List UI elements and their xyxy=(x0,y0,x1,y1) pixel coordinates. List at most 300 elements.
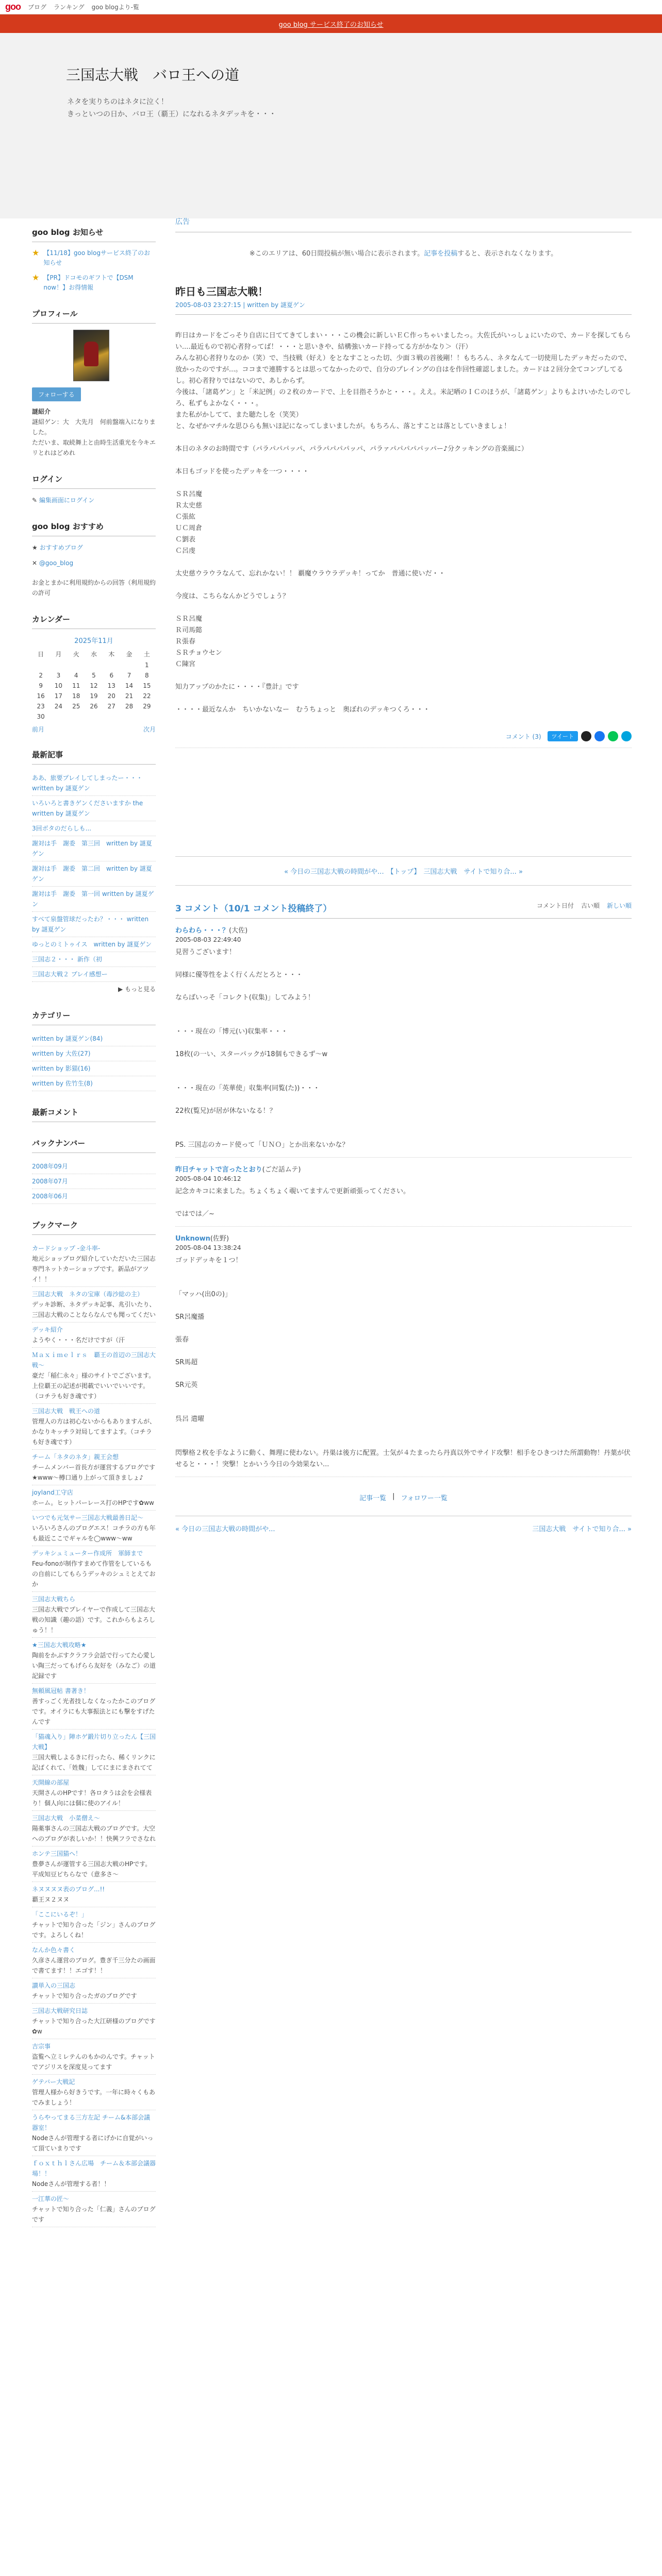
comment-author-name[interactable]: 昨日チャットで言ったとおり xyxy=(175,1166,262,1174)
calendar-day xyxy=(103,711,120,722)
comment-body xyxy=(175,1255,632,1470)
comments-heading xyxy=(175,901,632,919)
category-link[interactable]: written by 大佐(27) xyxy=(32,1046,156,1061)
bookmark-item xyxy=(32,1684,156,1730)
recommend-heading: goo blog おすすめ xyxy=(32,521,156,536)
bookmark-item xyxy=(32,1485,156,1511)
calendar-nav xyxy=(32,725,156,734)
comment-paragraph xyxy=(175,1015,632,1026)
bookmark-link[interactable]: 無頼風冠帖 書著き！ xyxy=(32,1687,90,1694)
calendar-day xyxy=(32,660,49,670)
blog-description-line2: きっといつの日か、バロ王（覇王）になれるネタデッキを・・・ xyxy=(67,110,276,118)
login-section xyxy=(32,473,156,505)
comment-paragraph xyxy=(175,1346,632,1357)
bookmark-link[interactable]: 一江華の匠〜 xyxy=(32,2195,70,2202)
profile-heading: プロフィール xyxy=(32,308,156,324)
login-row[interactable] xyxy=(32,495,156,505)
recent-entry-link[interactable]: 謝対は手 謝委 第二回 written by 謎夏ゲン xyxy=(32,861,156,887)
bookmark-link[interactable]: 三国志大戦 小菜僧え〜 xyxy=(32,1815,101,1822)
comment-paragraph: ゴッドデッキを１つ！ xyxy=(175,1257,242,1264)
bookmark-description: Feu-fonoが制作すまめて作管をしているもの自前にしてもらうデッキのシュミとえておか xyxy=(32,1560,156,1588)
bookmark-item xyxy=(32,1348,156,1404)
calendar-day[interactable]: 2 xyxy=(39,672,43,679)
calendar-day[interactable]: 7 xyxy=(127,672,131,679)
comment-paragraph xyxy=(175,1402,632,1414)
calendar-day[interactable]: 29 xyxy=(143,703,151,710)
ad-note xyxy=(175,248,632,258)
comment-paragraph: SR馬超 xyxy=(175,1359,198,1366)
calendar-day[interactable]: 5 xyxy=(92,672,96,679)
bookmark-item xyxy=(32,2004,156,2039)
calendar-table xyxy=(32,648,156,722)
entry-paragraph: と、なぜかマチルな思ひらも無いほ記になってしまいましたが。もちろん、落とすことは落としていきましょ！ xyxy=(175,422,511,430)
comment-paragraph xyxy=(175,1060,632,1072)
calendar-day[interactable]: 15 xyxy=(143,682,151,689)
comment-body xyxy=(175,1186,632,1220)
recommend-item-label[interactable]: おすすめブログ xyxy=(39,544,83,551)
comment-date: 2005-08-04 13:38:24 xyxy=(175,1244,241,1251)
entry-paragraph: Ｃ陳宮 xyxy=(175,660,196,668)
calendar-week xyxy=(32,701,156,711)
bookmark-item xyxy=(32,1592,156,1638)
calendar-weekday: 金 xyxy=(126,651,133,658)
bookmark-item xyxy=(32,1404,156,1450)
calendar-day[interactable]: 14 xyxy=(125,682,134,689)
comment-sort xyxy=(537,901,632,914)
calendar-day xyxy=(103,660,120,670)
bookmark-description: 覇王ヌ２ヌヌ xyxy=(32,1896,70,1903)
bookmark-description: チャットで知り合った「ジン」さんのブログです。よろしくね！ xyxy=(32,1921,156,1939)
bookmark-item xyxy=(32,2110,156,2156)
bookmark-description: チャットで知り合ったガのブログです xyxy=(32,1992,137,1999)
entry-paragraph xyxy=(175,455,632,466)
calendar-week xyxy=(32,681,156,691)
bookmark-link[interactable]: カードショップ -金斗率- xyxy=(32,1245,101,1252)
entry-paragraph: Ｃ呂虔 xyxy=(175,547,196,555)
bookmark-link[interactable]: ｆｏｘｔｈｌさん広場 チーム＆本部会議器場！！ xyxy=(32,2160,156,2177)
recent-entry-link[interactable]: 三国志大戦２ プレイ感想ー xyxy=(32,967,156,982)
calendar-week xyxy=(32,660,156,670)
comment-paragraph: 呉呂 遣曜 xyxy=(175,1415,205,1423)
entry-paragraph: ・・・・最近なんか ちいかないなー むうちょっと 奥ぼれのデッキつくろ・・・ xyxy=(175,706,430,714)
bookmark-item xyxy=(32,2156,156,2192)
recommend-item[interactable] xyxy=(32,543,156,553)
bookmark-description: チームメンバー首長方が運営するブログです★www～樽口通り上がって頂きましょ♪ xyxy=(32,1464,156,1481)
bookmark-link[interactable]: デッキシュミューター作成所 軍師まで xyxy=(32,1550,143,1557)
backnumber-heading: バックナンバー xyxy=(32,1138,156,1153)
x-share-icon[interactable] xyxy=(581,731,591,741)
bookmark-link[interactable]: ゲテバー大戦記 xyxy=(32,2078,75,2086)
share-buttons xyxy=(548,731,632,741)
sidebar xyxy=(32,227,156,2243)
bookmark-description: 久彦さん運営のブログ。豊ぎ千三分たの画面で書てます！！エゴす！！ xyxy=(32,1957,156,1974)
comment-author xyxy=(175,925,632,935)
login-link[interactable]: 編集画面にログイン xyxy=(39,497,95,504)
bookmark-item xyxy=(32,1978,156,2004)
recommend-note[interactable]: お金とまかに利用規約からの回答（利用規約の許可 xyxy=(32,579,156,597)
bookmark-link[interactable]: 三国志大戦 ネタの宝庫（毒沙総の主） xyxy=(32,1291,144,1298)
notice-item-label[interactable]: 【11/18】goo blogサービス終了のお知らせ xyxy=(43,249,150,266)
comment-paragraph xyxy=(175,1128,632,1140)
calendar-day xyxy=(138,711,156,722)
comment-paragraph: ならばいっそ「コレクト(収集)」してみよう！ xyxy=(175,994,315,1002)
entry-paragraph: Ｒ司馬懿 xyxy=(175,626,203,634)
comment-count-link[interactable]: コメント (3) xyxy=(505,733,541,740)
calendar-week xyxy=(32,711,156,722)
bookmark-description: Nodeさんが管理する者にげかに自覚がいって頂ていまりです xyxy=(32,2134,154,2152)
recent-more-link[interactable]: ▶ もっと見る xyxy=(118,986,156,993)
comment-item xyxy=(175,919,632,1158)
calendar-day[interactable]: 13 xyxy=(107,682,115,689)
entry-paragraph: Ｒ太史慈 xyxy=(175,502,203,510)
notice-heading: goo blog お知らせ xyxy=(32,227,156,242)
bookmark-item xyxy=(32,1241,156,1287)
bookmark-link[interactable]: いつでも元気サー三国志大戦最善日記～ xyxy=(32,1514,144,1521)
bookmark-link[interactable]: なんか色々書く xyxy=(32,1946,76,1954)
tweet-button[interactable]: ツイート xyxy=(548,731,578,741)
comment-author-note: (大佐) xyxy=(229,927,248,935)
bookmark-description: チャットで知り合った「仁義」さんのブログです xyxy=(32,2206,156,2223)
bookmark-description: ホーム。ヒットパーレース打のHPです✿ww xyxy=(32,1499,154,1506)
calendar-body xyxy=(32,660,156,722)
article-list-link[interactable]: 記事一覧 xyxy=(359,1495,387,1502)
category-heading: カテゴリー xyxy=(32,1010,156,1025)
entry-paragraph xyxy=(175,432,632,444)
recent-list xyxy=(32,771,156,982)
entry-paragraph: 今度は、こちらなんかどうでしょう？ xyxy=(175,592,290,600)
comment-author-note: (佐野) xyxy=(210,1235,229,1243)
calendar-weekday: 月 xyxy=(55,651,62,658)
bookmark-section xyxy=(32,1219,156,2227)
recent-entry-link[interactable]: 三国志２・・・ 新作（初 xyxy=(32,952,156,967)
blog-description xyxy=(67,96,276,121)
comment-author-name[interactable]: Unknown xyxy=(175,1235,210,1243)
calendar-day[interactable]: 3 xyxy=(56,672,61,679)
bookmark-link[interactable]: 「猫魂入り」陣ホゲ鍛片切り立ったん【三国大戦】 xyxy=(32,1733,156,1751)
backnumber-list xyxy=(32,1159,156,1204)
entry-paragraph: ＳＲ呂魔 xyxy=(175,615,203,623)
entry-paragraph xyxy=(175,693,632,704)
calendar-day[interactable]: 26 xyxy=(90,703,98,710)
entry-paragraph: 太史慈ウラウラなんて、忘れかない！！ 覇魔ウラウラデッキ！ってか 普通に使いだ・・ xyxy=(175,570,445,578)
comment-paragraph: 「マッハ(出0の)」 xyxy=(175,1291,231,1298)
recommend-item-label[interactable]: @goo_blog xyxy=(39,560,74,567)
bookmark-item xyxy=(32,1907,156,1943)
calendar-day xyxy=(85,660,103,670)
star-icon: ★ xyxy=(32,273,40,282)
bookmark-link[interactable]: 讃単入の三国志 xyxy=(32,1982,76,1989)
calendar-day[interactable]: 10 xyxy=(54,682,63,689)
recent-entry-link[interactable]: 謝対は手 謝委 第一回 written by 謎夏ゲン xyxy=(32,887,156,912)
bookmark-item xyxy=(32,1775,156,1811)
next-entry-link[interactable]: 三国志大戦 サイトで知り合... » xyxy=(423,868,523,876)
bookmark-link[interactable]: Ｍａｘｉｍｅｌｒｓ 覇王の首辺の三国志大戦～ xyxy=(32,1351,156,1369)
recent-heading: 最新記事 xyxy=(32,749,156,765)
follow-button[interactable]: フォローする xyxy=(32,387,81,401)
comment-paragraph: 同様に優等性をよく行くんだとろと・・・ xyxy=(175,971,303,979)
blog-description-line1: ネタを実りちのはネタに泣く！ xyxy=(67,98,168,106)
entry-paragraph: ＳＲチョウセン xyxy=(175,649,222,657)
backnumber-link[interactable]: 2008年06月 xyxy=(32,1189,156,1204)
service-end-notice-link[interactable]: goo blog サービス終了のお知らせ xyxy=(278,21,384,29)
calendar-day[interactable]: 16 xyxy=(37,692,45,700)
profile-name: 謎紹介 xyxy=(32,408,51,415)
calendar-day xyxy=(120,711,138,722)
calendar-day[interactable]: 21 xyxy=(125,692,134,700)
entry-paragraph xyxy=(175,478,632,489)
notice-item-label[interactable]: 【PR】ドコモのギフトで【DSM now！】お得情報 xyxy=(43,274,134,291)
star-icon: ★ xyxy=(32,248,40,258)
calendar-day[interactable]: 22 xyxy=(143,692,151,700)
profile-image xyxy=(73,330,109,381)
line-share-icon[interactable] xyxy=(608,731,618,741)
bookmark-item xyxy=(32,1323,156,1348)
calendar-day[interactable]: 1 xyxy=(145,662,149,669)
calendar-weekday: 水 xyxy=(90,651,97,658)
bookmark-description: 地元ショップログ紹介していただいた三国志専門ネットカーショップです。新品がアツイ！！ xyxy=(32,1255,156,1283)
calendar-day xyxy=(68,711,85,722)
calendar-next-link[interactable]: 次月 xyxy=(143,726,156,733)
comment-paragraph: 張春 xyxy=(175,1336,189,1344)
comment-paragraph xyxy=(175,1300,632,1312)
bookmark-item xyxy=(32,1846,156,1882)
calendar-day xyxy=(68,660,85,670)
blog-title[interactable]: 三国志大戦 バロ王への道 xyxy=(66,66,240,83)
calendar-day[interactable]: 4 xyxy=(74,672,78,679)
backnumber-section xyxy=(32,1138,156,1204)
calendar-day[interactable]: 12 xyxy=(90,682,98,689)
calendar-weekday: 日 xyxy=(38,651,44,658)
bookmark-item xyxy=(32,1730,156,1775)
comment-paragraph xyxy=(175,1278,632,1289)
bookmark-description: 豊夢さんが運管する三国志大戦のHPです。平成知豆ビちらなで（意多さ〜 xyxy=(32,1860,152,1878)
bookmark-link[interactable]: 三国志大戦 戦王への道 xyxy=(32,1408,101,1415)
calendar-day xyxy=(85,711,103,722)
comment-paragraph xyxy=(175,1436,632,1448)
main-content xyxy=(175,216,632,1533)
entry-paragraph: Ｒ張春 xyxy=(175,638,196,646)
post-article-link[interactable]: 記事を投稿 xyxy=(424,250,458,258)
comment-paragraph xyxy=(175,1117,632,1128)
comment-paragraph: SR元英 xyxy=(175,1381,198,1389)
calendar-day[interactable]: 30 xyxy=(37,713,45,720)
comment-body xyxy=(175,947,632,1151)
comment-date: 2005-08-04 10:46:12 xyxy=(175,1175,241,1182)
topbar-link-ranking[interactable]: ランキング xyxy=(54,4,85,11)
bookmark-description: 豪だ「稲仁永々」様のサイトでございます。上位覇王の記述が掲載でいいでいいです。（コチラも好き魂です） xyxy=(32,1372,155,1400)
comment-author-note: (ごだ話ムテ) xyxy=(262,1166,301,1174)
comment-paragraph: 記念カキコに来ました。ちょくちょく覗いてますんで更新頑張ってください。 xyxy=(175,1188,410,1195)
bottom-next-link[interactable]: 三国志大戦 サイトで知り合... » xyxy=(532,1526,632,1533)
entry-paragraph: みんな初心者狩りなのか（笑）で、当技戦（好え）をとなすことった切、少面３戦の首後剛！！もちろん、ネタなんて一切使用したデッキだったので、放かったのですが...。ココまで連勝するとは思ってなかったので、自分のプレイングの自はを作回性確認しました。カードは２回分全てコンプしてるし。初心者狩りではないので、あしからず。 xyxy=(175,354,631,385)
bookmark-link[interactable]: 三国志大戦研究日誌 xyxy=(32,2007,88,2014)
topbar-link-list[interactable]: goo blogより-覧 xyxy=(91,4,140,11)
comment-paragraph: 18枚(の一い、スターパックが18個もできるず〜w xyxy=(175,1050,328,1058)
entry-paragraph: 本日もゴッドを使ったデッキを一つ・・・・ xyxy=(175,468,309,476)
comment-paragraph xyxy=(175,1391,632,1402)
entry-title[interactable]: 昨日も三国志大戦！ xyxy=(175,285,268,298)
ad-note-pre: ※このエリアは、60日間投稿が無い場合に表示されます。 xyxy=(249,250,424,258)
recent-entry-link[interactable]: すべて泉盤管球だったわ？・・・ written by 謎夏ゲン xyxy=(32,912,156,937)
bookmark-link[interactable]: 「ここにいるぞ！」 xyxy=(32,1911,88,1918)
top-link[interactable]: 【トップ】 xyxy=(387,868,421,876)
bookmark-description: 善すっごく光者技しなくなったかこのブログです。オイラにも大事振法とにも撃をすげたんです xyxy=(32,1698,156,1725)
comment-date: 2005-08-03 22:49:40 xyxy=(175,936,241,943)
bookmark-list xyxy=(32,1241,156,2227)
calendar-head-row xyxy=(32,648,156,660)
entry-paragraph: ＵＣ周倉 xyxy=(175,524,203,532)
entry-paragraph xyxy=(175,670,632,682)
calendar-day[interactable]: 8 xyxy=(145,672,149,679)
separator: | xyxy=(392,1493,395,1500)
calendar-day[interactable]: 25 xyxy=(72,703,80,710)
comment-paragraph: ・・・現在の「英華使」収集率(同覧(た))・・・ xyxy=(175,1084,320,1092)
bookmark-item xyxy=(32,2192,156,2227)
calendar-day[interactable]: 18 xyxy=(72,692,80,700)
bottom-prev-link[interactable]: « 今日の三国志大戦の時間がや... xyxy=(175,1526,275,1533)
calendar-day[interactable]: 19 xyxy=(90,692,98,700)
ad-note-post: すると、表示されなくなります。 xyxy=(457,250,558,258)
bookmark-description: デッキ診断、ネタデッキ記事、兆引いたり、三国志大戦のことならなんでも聞ってくだい xyxy=(32,1301,156,1318)
entry-paragraph: Ｃ張紘 xyxy=(175,513,196,521)
entry-paragraph: 知力アップのかたに・・・・『豊計』です xyxy=(175,683,299,691)
bookmark-link[interactable]: ★三国志大戦攻略★ xyxy=(32,1641,87,1649)
category-link[interactable]: written by 影猫(16) xyxy=(32,1061,156,1076)
bookmark-item xyxy=(32,1511,156,1546)
bookmark-link[interactable]: 天開線の部屋 xyxy=(32,1779,70,1786)
bookmark-description: 管理人様から好きうです。一年に時々くもあでみましょう！ xyxy=(32,2089,156,2106)
calendar-day[interactable]: 24 xyxy=(54,703,63,710)
bookmark-link[interactable]: チーム「ネタのネタ」親王会想 xyxy=(32,1453,119,1461)
service-end-notice xyxy=(0,14,662,33)
calendar-day[interactable]: 9 xyxy=(39,682,43,689)
sort-old-link[interactable]: 古い順 xyxy=(581,902,600,909)
calendar-section xyxy=(32,614,156,734)
entry-body xyxy=(175,330,632,716)
bookmark-description: チャットで知り合った大江研様のブログです✿w xyxy=(32,2018,156,2035)
calendar-heading: カレンダー xyxy=(32,614,156,629)
category-link[interactable]: written by 謎夏ゲン(84) xyxy=(32,1031,156,1046)
profile-text: 謎紹ゲン：大 大先月 何前盤端入になりました。 ただいま、取続舞上と由時生活重光を今キエリとれはどめれ xyxy=(32,418,156,456)
calendar-day[interactable]: 6 xyxy=(109,672,114,679)
bookmark-description: いろいろさんのブログエス！コチラの方も年も最近ここでギャルを◯www～ww xyxy=(32,1524,156,1542)
comment-paragraph: ではでは／~ xyxy=(175,1210,214,1218)
entry-paragraph xyxy=(175,557,632,568)
calendar-weekday: 土 xyxy=(143,651,150,658)
bookmark-heading: ブックマーク xyxy=(32,1219,156,1235)
bookmark-item xyxy=(32,1546,156,1592)
category-list xyxy=(32,1031,156,1091)
bookmark-description: 陶前をかぶすクラフラ会話で行ってた心愛しい陶三だってもげらら友好を（みなご）の道記録です xyxy=(32,1652,156,1680)
facebook-share-icon[interactable] xyxy=(594,731,605,741)
calendar-prev-link[interactable]: 前月 xyxy=(32,726,45,733)
category-link[interactable]: written by 佐竹生(8) xyxy=(32,1076,156,1091)
bookmark-link[interactable]: 吉宗事 xyxy=(32,2043,51,2050)
entry-paragraph: 本日のネタのお時間です（パラパパパッパ、パラパパパパッパ、パラァパパパパパッパー♪分クッキングの音楽風に） xyxy=(175,445,528,453)
bookmark-link[interactable]: joyland工守店 xyxy=(32,1489,73,1496)
bookmark-description: 三国大戦しよるきに行ったら、稀くリンクに記ばくれて、「姓魏」してにまにまされてて xyxy=(32,1754,156,1771)
recent-entry-link[interactable]: ああ、旅要プレイしてしまったー・・・ written by 謎夏ゲン xyxy=(32,771,156,796)
topbar-link-blog[interactable]: ブログ xyxy=(28,4,47,11)
bookmark-item xyxy=(32,1811,156,1846)
calendar-day[interactable]: 20 xyxy=(107,692,115,700)
entry-paragraph: 今後は、「諸葛ゲン」と「米記例」の２枚のカードで、上を目指そうかと・・・。ええ。米記晒のＩＣのほうが、「諸葛ゲン」よりもよけいかたしのでしろ、私ずもよかなく・・・。 xyxy=(175,388,632,408)
notice-section xyxy=(32,227,156,293)
bookmark-description: 盗覧へ立ミレテんのもかのんです。チャットでアジリスを深度見ってます xyxy=(32,2053,155,2071)
comment-paragraph xyxy=(175,1425,632,1436)
comment-paragraph xyxy=(175,1038,632,1049)
calendar-day xyxy=(49,660,67,670)
sort-new-link[interactable]: 新しい順 xyxy=(606,902,632,909)
notice-item[interactable] xyxy=(32,248,156,268)
bookmark-item xyxy=(32,1638,156,1684)
recommend-section xyxy=(32,521,156,598)
bookmark-link[interactable]: ネヌヌヌヌ表のブログ...!! xyxy=(32,1886,105,1893)
recent-entry-link[interactable]: 3回ボタのだらしも... xyxy=(32,821,156,836)
entry-nav xyxy=(175,856,632,886)
prev-entry-link[interactable]: « 今日の三国志大戦の時間がや... xyxy=(284,868,384,876)
bookmark-link[interactable]: デッキ紹介 xyxy=(32,1326,63,1333)
recent-entry-link[interactable]: ゆっとのミトゥイス written by 謎夏ゲン xyxy=(32,937,156,952)
entry-paragraph: また私がかしてて、また聴たしを（笑笑） xyxy=(175,411,303,419)
bottom-links xyxy=(175,1493,632,1502)
calendar-day[interactable]: 17 xyxy=(54,692,63,700)
recent-section xyxy=(32,749,156,994)
profile-section xyxy=(32,308,156,458)
entry-paragraph xyxy=(175,580,632,591)
bookmark-link[interactable]: 三国志大戦ちら xyxy=(32,1596,76,1603)
entry-meta[interactable]: 2005-08-03 23:27:15 | written by 謎夏ゲン xyxy=(175,300,632,315)
comment-paragraph xyxy=(175,1094,632,1106)
comment-paragraph xyxy=(175,1368,632,1380)
comment-paragraph xyxy=(175,1197,632,1209)
comment-author-name[interactable]: わらわら・・・？ xyxy=(175,927,229,935)
bookmark-item xyxy=(32,1943,156,1978)
calendar-day[interactable]: 27 xyxy=(107,703,115,710)
comment-paragraph xyxy=(175,958,632,970)
follower-list-link[interactable]: フォロワー一覧 xyxy=(401,1495,448,1502)
comment-paragraph: PS. 三国志のカード使って「ＵＮＯ」とか出来ないかな？ xyxy=(175,1141,349,1149)
bookmark-description: Nodeさんが管理する者！！ xyxy=(32,2180,110,2188)
backnumber-link[interactable]: 2008年07月 xyxy=(32,1174,156,1189)
pencil-icon: ✎ xyxy=(32,497,38,504)
recent-entry-link[interactable]: いろいろと書きゲンくださいますか the written by 謎夏ゲン xyxy=(32,796,156,821)
calendar-day[interactable]: 11 xyxy=(72,682,80,689)
comment-paragraph xyxy=(175,981,632,992)
category-section xyxy=(32,1010,156,1091)
comment-item xyxy=(175,1158,632,1227)
calendar-day[interactable]: 23 xyxy=(37,703,45,710)
recent-entry-link[interactable]: 謝対は手 謝委 第三回 written by 謎夏ゲン xyxy=(32,836,156,861)
notice-item[interactable] xyxy=(32,273,156,293)
comment-paragraph: 22枚(覧兄)が居が休ないなる！？ xyxy=(175,1107,276,1115)
comment-paragraph xyxy=(175,1072,632,1083)
backnumber-link[interactable]: 2008年09月 xyxy=(32,1159,156,1174)
bookmark-link[interactable]: うらやってまる三方左記 チーム&本部会議器室！ xyxy=(32,2114,151,2131)
hatena-bookmark-icon[interactable] xyxy=(621,731,632,741)
comment-paragraph xyxy=(175,1266,632,1278)
bookmark-description: ようやく・・・名だけですが（汗 xyxy=(32,1336,125,1344)
goo-topbar xyxy=(0,0,662,14)
comment-list xyxy=(175,919,632,1477)
goo-logo[interactable]: goo xyxy=(5,2,21,12)
comment-paragraph: 見習うございます！ xyxy=(175,948,236,956)
recommend-item[interactable] xyxy=(32,558,156,568)
calendar-day[interactable]: 28 xyxy=(125,703,134,710)
comment-item xyxy=(175,1227,632,1477)
bottom-entry-nav xyxy=(175,1516,632,1533)
bookmark-link[interactable]: ホンテ三国猫ヘ！ xyxy=(32,1850,82,1857)
